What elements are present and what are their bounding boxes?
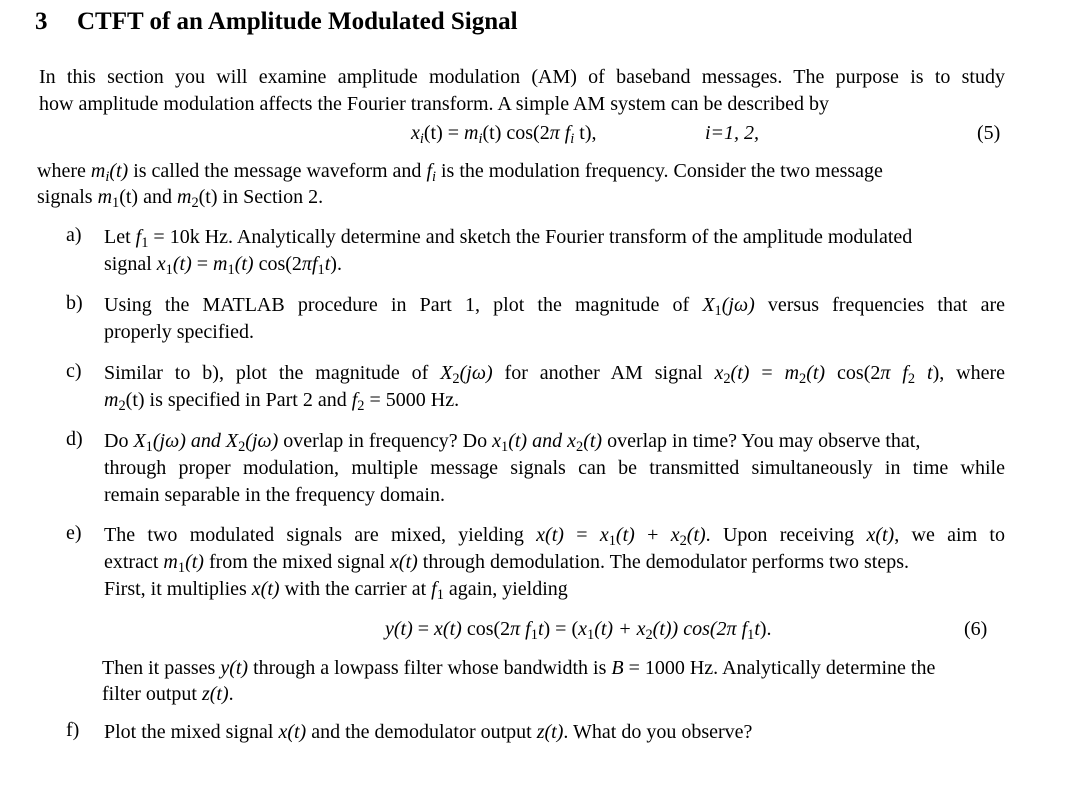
section-heading [35,8,518,36]
intro-line-1: In this section you will examine amplitude modulation (AM) of baseband messages. The purpose is to study [39,66,1005,88]
item-c-line-2: $m_2(t)$ is specified in Part 2 and $f_2 = 5000$ Hz. [104,389,460,415]
intro-line-2: how amplitude modulation affects the Fourier transform. A simple AM system can be described by [39,93,830,115]
item-e-line-5: Then it passes y(t) through a lowpass filter whose bandwidth is B = 1000 Hz. Analytically determine the [102,657,936,679]
where-line-1: where $m_i(t)$ is called the message waveform and $f_i$ is the modulation frequency. Consider the two message [37,160,883,186]
item-a-line-2: signal $x_1(t) = m_1(t)$ $\cos(2\pi f_1t)$. [104,253,342,279]
item-d-label: d) [66,428,83,450]
section-title: CTFT of an Amplitude Modulated Signal [77,8,518,35]
item-c-label: c) [66,360,82,382]
item-b-line-1: Using the MATLAB procedure in Part 1, plot the magnitude of $X_1(j\omega)$ versus frequencies that are [104,294,1005,320]
item-d-line-3: remain separable in the frequency domain. [104,484,445,506]
equation-5: $x_i(t) = m_i(t)$ cos(2π $f_i$ t), [411,122,597,148]
item-e-label: e) [66,522,82,544]
item-a-line-1: Let $f_1 = 10k$ Hz. Analytically determine and sketch the Fourier transform of the amplitude modulated [104,226,913,252]
item-e-line-3: First, it multiplies x(t) with the carrier at $f_1$ again, yielding [104,578,568,604]
equation-5-range: i=1, 2, [705,122,760,144]
item-b-line-2: properly specified. [104,321,254,343]
item-a-label: a) [66,224,82,246]
equation-6: y(t) = x(t) cos(2π $f_1t) = (x_1(t) + x_2(t))$ cos(2π $f_1t$). [385,618,772,644]
item-e-line-6: filter output z(t). [102,683,234,705]
item-d-line-2: through proper modulation, multiple message signals can be transmitted simultaneously in time while [104,457,1005,479]
item-f-label: f) [66,719,80,741]
section-number: 3 [35,8,48,35]
item-d-line-1: Do $X_1(j\omega)$ and $X_2(j\omega)$ overlap in frequency? Do $x_1(t)$ and $x_2(t)$ overlap in time? You may observe that, [104,430,921,456]
item-e-line-2: extract $m_1(t)$ from the mixed signal x(t) through demodulation. The demodulator performs two steps. [104,551,910,577]
item-e-line-1: The two modulated signals are mixed, yielding $x(t) = x_1(t) + x_2(t)$. Upon receiving x(t), we aim to [104,524,1005,550]
where-line-2: signals $m_1(t)$ and $m_2(t)$ in Section 2. [37,186,324,212]
item-f-line-1: Plot the mixed signal x(t) and the demodulator output z(t). What do you observe? [104,721,753,743]
item-c-line-1: Similar to b), plot the magnitude of $X_2(j\omega)$ for another AM signal $x_2(t) = m_2(t)$ cos(2π $f_2$ t), where [104,362,1006,388]
equation-5-number: (5) [977,122,1001,144]
item-b-label: b) [66,292,83,314]
equation-6-number: (6) [964,618,988,640]
